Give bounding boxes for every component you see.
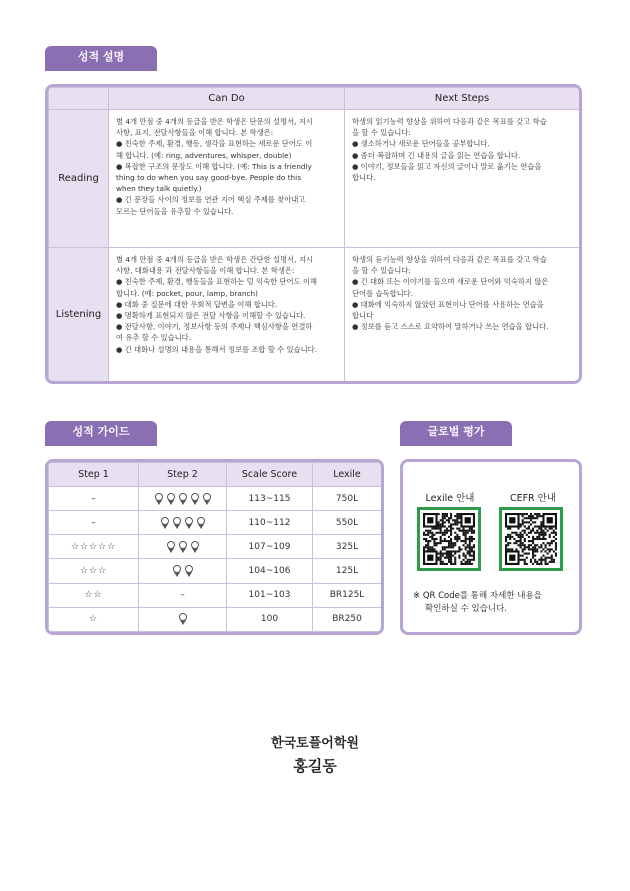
medal-icon (154, 493, 164, 505)
medal-icon (166, 493, 176, 505)
step1-header: Step 1 (49, 463, 139, 487)
explanation-tab: 성적 설명 (45, 46, 157, 68)
step2-cell (139, 559, 227, 583)
step1-cell: ☆☆☆ (49, 559, 139, 583)
medal-icon (166, 541, 176, 553)
guide-row (49, 559, 382, 583)
step1-cell: ☆☆☆☆☆ (49, 535, 139, 559)
lexile-header: Lexile (313, 463, 382, 487)
explanation-table (48, 87, 580, 382)
lexile-cell: 325L (313, 535, 382, 559)
reading-can-do: 별 4개 만점 중 4개의 등급을 받은 학생은 단문의 설명서, 지시 사항, 표지, 전달사항들을 이해 합니다. 본 학생은: ● 친숙한 주제, 환경, 행동, 생각을 표현하는 새로운 단어도 이 해 합니다. (예: ring, adventures, whisper, double) ● 복잡한 구조의 문장도 이해 합니다. (예: This is a friendly thing to do when you say good-bye. People do this when they talk quietly.) ● 긴 문장들 사이의 정보를 연관 지어 핵심 주제를 찾아내고 모르는 단어들을 유추할 수 있습니다. (109, 110, 345, 248)
scale-score-cell: 107~109 (227, 535, 313, 559)
row-label-listening: Listening (49, 248, 109, 382)
step2-cell (139, 511, 227, 535)
reading-row (49, 110, 580, 248)
scale-score-cell: 100 (227, 607, 313, 631)
lexile-cell: 125L (313, 559, 382, 583)
reading-next-steps: 학생의 읽기능력 향상을 위하여 다음과 같은 목표를 갖고 학습 을 할 수 있습니다: ● 생소하거나 새로운 단어들을 공부합니다. ● 좀더 복잡하며 긴 내용의 글을 읽는 연습을 합니다. ● 이야기, 정보들을 읽고 자신의 글이나 말로 옮기는 연습을 합니다. (345, 110, 580, 248)
medal-icon (184, 517, 194, 529)
guide-row (49, 583, 382, 607)
listening-row (49, 248, 580, 382)
step2-cell (139, 607, 227, 631)
step1-cell: ☆ (49, 607, 139, 631)
explanation-table-frame (45, 84, 582, 384)
academy-name: 한국토플어학원 (271, 736, 359, 751)
medal-icon (172, 517, 182, 529)
step2-cell: – (139, 583, 227, 607)
guide-row (49, 511, 382, 535)
step1-cell: – (49, 487, 139, 511)
corner-cell (49, 88, 109, 110)
step2-header: Step 2 (139, 463, 227, 487)
lexile-cell: 550L (313, 511, 382, 535)
global-box (400, 459, 582, 635)
step2-cell (139, 535, 227, 559)
cefr-qr-code[interactable] (499, 507, 563, 571)
qr-note: ※ QR Code를 통해 자세한 내용을 확인하실 수 있습니다. (413, 591, 542, 614)
guide-row (49, 607, 382, 631)
guide-table-frame (45, 459, 384, 635)
medal-icon (190, 493, 200, 505)
lexile-label: Lexile 안내 (425, 493, 475, 504)
step2-cell (139, 487, 227, 511)
lexile-cell: 750L (313, 487, 382, 511)
qr-code-icon (423, 513, 475, 565)
guide-row (49, 487, 382, 511)
medal-icon (190, 541, 200, 553)
medal-icon (202, 493, 212, 505)
medal-icon (160, 517, 170, 529)
scale-score-cell: 101~103 (227, 583, 313, 607)
global-tab: 글로벌 평가 (400, 421, 512, 443)
scale-score-cell: 113~115 (227, 487, 313, 511)
scale-score-header: Scale Score (227, 463, 313, 487)
listening-next-steps: 학생의 듣기능력 향상을 위하여 다음과 같은 목표를 갖고 학습 을 할 수 있습니다: ● 긴 대화 또는 이야기를 들으며 새로운 단어와 익숙하지 않은 단어를 습득합니다. ● 대화에 익숙하지 않았던 표현이나 단어를 사용하는 연습을 합니다 ● 정보를 듣고 스스로 요약하여 말하거나 쓰는 연습을 합니다. (345, 248, 580, 382)
medal-icon (172, 565, 182, 577)
lexile-qr-code[interactable] (417, 507, 481, 571)
medal-icon (178, 493, 188, 505)
step1-cell: ☆☆ (49, 583, 139, 607)
can-do-header: Can Do (109, 88, 345, 110)
lexile-cell: BR125L (313, 583, 382, 607)
scale-score-cell: 104~106 (227, 559, 313, 583)
guide-row (49, 535, 382, 559)
medal-icon (178, 541, 188, 553)
lexile-cell: BR250 (313, 607, 382, 631)
guide-tab: 성적 가이드 (45, 421, 157, 443)
step1-cell: – (49, 511, 139, 535)
next-steps-header: Next Steps (345, 88, 580, 110)
medal-icon (196, 517, 206, 529)
row-label-reading: Reading (49, 110, 109, 248)
qr-code-icon (505, 513, 557, 565)
student-name: 홍길동 (293, 757, 337, 775)
cefr-label: CEFR 안내 (509, 493, 557, 504)
guide-table (48, 462, 382, 632)
scale-score-cell: 110~112 (227, 511, 313, 535)
listening-can-do: 별 4개 만점 중 4개의 등급을 받은 학생은 간단한 설명서, 지시 사항, 대화내용 과 전달사항들을 이해 합니다. 본 학생은: ● 친숙한 주제, 환경, 행동들을 표현하는 덜 익숙한 단어도 이해 합니다. (예: pocket, pour, lamp, branch) ● 대화 중 질문에 대한 우회적 답변을 이해 합니다. ● 명확하게 표현되지 않은 전달 사항을 이해할 수 있습니다. ● 전달사항, 이야기, 정보사항 등의 주제나 핵심사항을 연결하 여 유추 할 수 있습니다. ● 긴 대화나 설명의 내용을 통해서 정보를 조합 할 수 있습니다. (109, 248, 345, 382)
medal-icon (184, 565, 194, 577)
medal-icon (178, 613, 188, 625)
